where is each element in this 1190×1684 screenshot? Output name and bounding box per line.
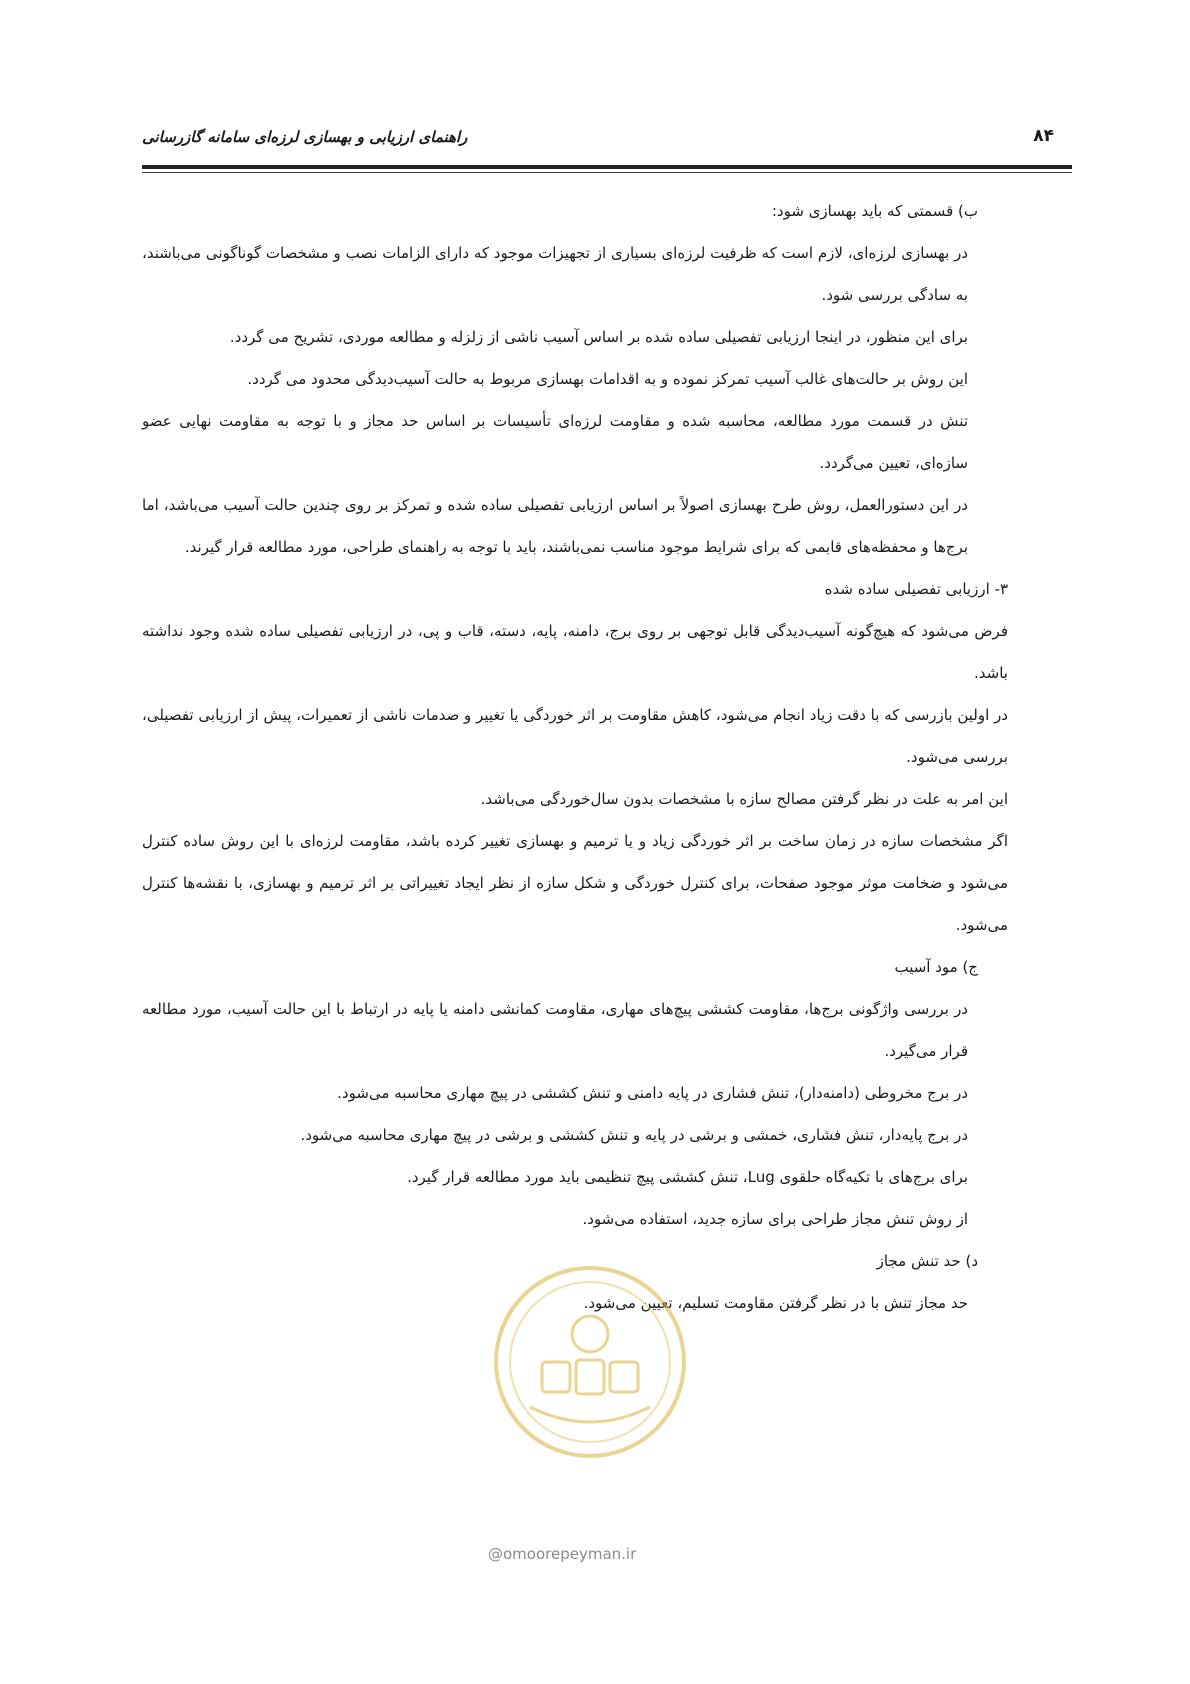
running-title: راهنمای ارزیابی و بهسازی لرزه‌ای سامانه گازرسانی: [142, 128, 468, 146]
paragraph: در بررسی واژگونی برج‌ها، مقاومت کششی پیچ‌های مهاری، مقاومت کمانشی دامنه یا پایه در ارتباط با این حالت آسیب، مورد مطالعه قرار می‌گیرد.: [142, 1000, 968, 1060]
header-rule-thin: [142, 172, 1072, 173]
watermark-url: @omoorepeyman.ir: [488, 1545, 637, 1563]
page-header: [142, 118, 1072, 168]
section-heading-3: ۳- ارزیابی تفصیلی ساده شده: [824, 580, 1008, 598]
paragraph: در اولین بازرسی که با دقت زیاد انجام می‌شود، کاهش مقاومت بر اثر خوردگی یا تغییر و صدمات ناشی از تعمیرات، پیش از ارزیابی تفصیلی، بررسی می‌شود.: [142, 706, 1008, 766]
paragraph: در این دستورالعمل، روش طرح بهسازی اصولاً بر اساس ارزیابی تفصیلی ساده شده و تمرکز بر روی چندین حالت آسیب می‌باشد، اما برج‌ها و محفظه‌های قابمی که برای شرایط موجود مناسب نمی‌باشند، باید با توجه به راهنمای طراحی، مورد مطالعه قرار گیرند.: [142, 496, 968, 556]
paragraph: در بهسازی لرزه‌ای، لازم است که ظرفیت لرزه‌ای بسیاری از تجهیزات موجود که دارای الزامات نصب و مشخصات گوناگونی می‌باشند، به سادگی بررسی شود.: [142, 244, 968, 304]
paragraph: حد مجاز تنش با در نظر گرفتن مقاومت تسلیم، تعیین می‌شود.: [583, 1294, 968, 1312]
paragraph: اگر مشخصات سازه در زمان ساخت بر اثر خوردگی زیاد و یا ترمیم و بهسازی تغییر کرده باشد، مقاومت لرزه‌ای با این روش ساده کنترل می‌شود و ضخامت موثر موجود صفحات، برای کنترل خوردگی و شکل سازه از نظر ایجاد تغییراتی بر اثر ترمیم و بهسازی، با نقشه‌ها کنترل می‌شود.: [142, 832, 1008, 934]
heading-c: ج) مود آسیب: [894, 958, 978, 976]
paragraph: این روش بر حالت‌های غالب آسیب تمرکز نموده و به اقدامات بهسازی مربوط به حالت آسیب‌دیدگی محدود می گردد.: [247, 370, 968, 388]
body-text: [142, 190, 1008, 1324]
paragraph: تنش در قسمت مورد مطالعه، محاسبه شده و مقاومت لرزه‌ای تأسیسات بر اساس حد مجاز و با توجه به مقاومت نهایی عضو سازه‌ای، تعیین می‌گردد.: [142, 412, 968, 472]
paragraph: در برج پایه‌دار، تنش فشاری، خمشی و برشی در پایه و تنش کششی و برشی در پیچ مهاری محاسبه می‌شود.: [300, 1126, 968, 1144]
paragraph: از روش تنش مجاز طراحی برای سازه جدید، استفاده می‌شود.: [582, 1210, 968, 1228]
paragraph: در برج مخروطی (دامنه‌دار)، تنش فشاری در پایه دامنی و تنش کششی در پیچ مهاری محاسبه می‌شود.: [337, 1084, 968, 1102]
header-rule-thick: [142, 165, 1072, 169]
page-number: ۸۴: [1033, 126, 1054, 146]
paragraph: برای برج‌های با تکیه‌گاه حلقوی Lug، تنش کششی پیچ تنظیمی باید مورد مطالعه قرار گیرد.: [407, 1168, 968, 1186]
paragraph: برای این منظور، در اینجا ارزیابی تفصیلی ساده شده بر اساس آسیب ناشی از زلزله و مطالعه موردی، تشریح می گردد.: [229, 328, 968, 346]
heading-b: ب) قسمتی که باید بهسازی شود:: [771, 202, 978, 220]
paragraph: فرض می‌شود که هیچ‌گونه آسیب‌دیدگی قابل توجهی بر روی برج، دامنه، پایه، دسته، قاب و پی، در ارزیابی تفصیلی ساده شده وجود نداشته باشد.: [142, 622, 1008, 682]
heading-d: د) حد تنش مجاز: [876, 1252, 978, 1270]
paragraph: این امر به علت در نظر گرفتن مصالح سازه با مشخصات بدون سال‌خوردگی می‌باشد.: [480, 790, 1008, 808]
